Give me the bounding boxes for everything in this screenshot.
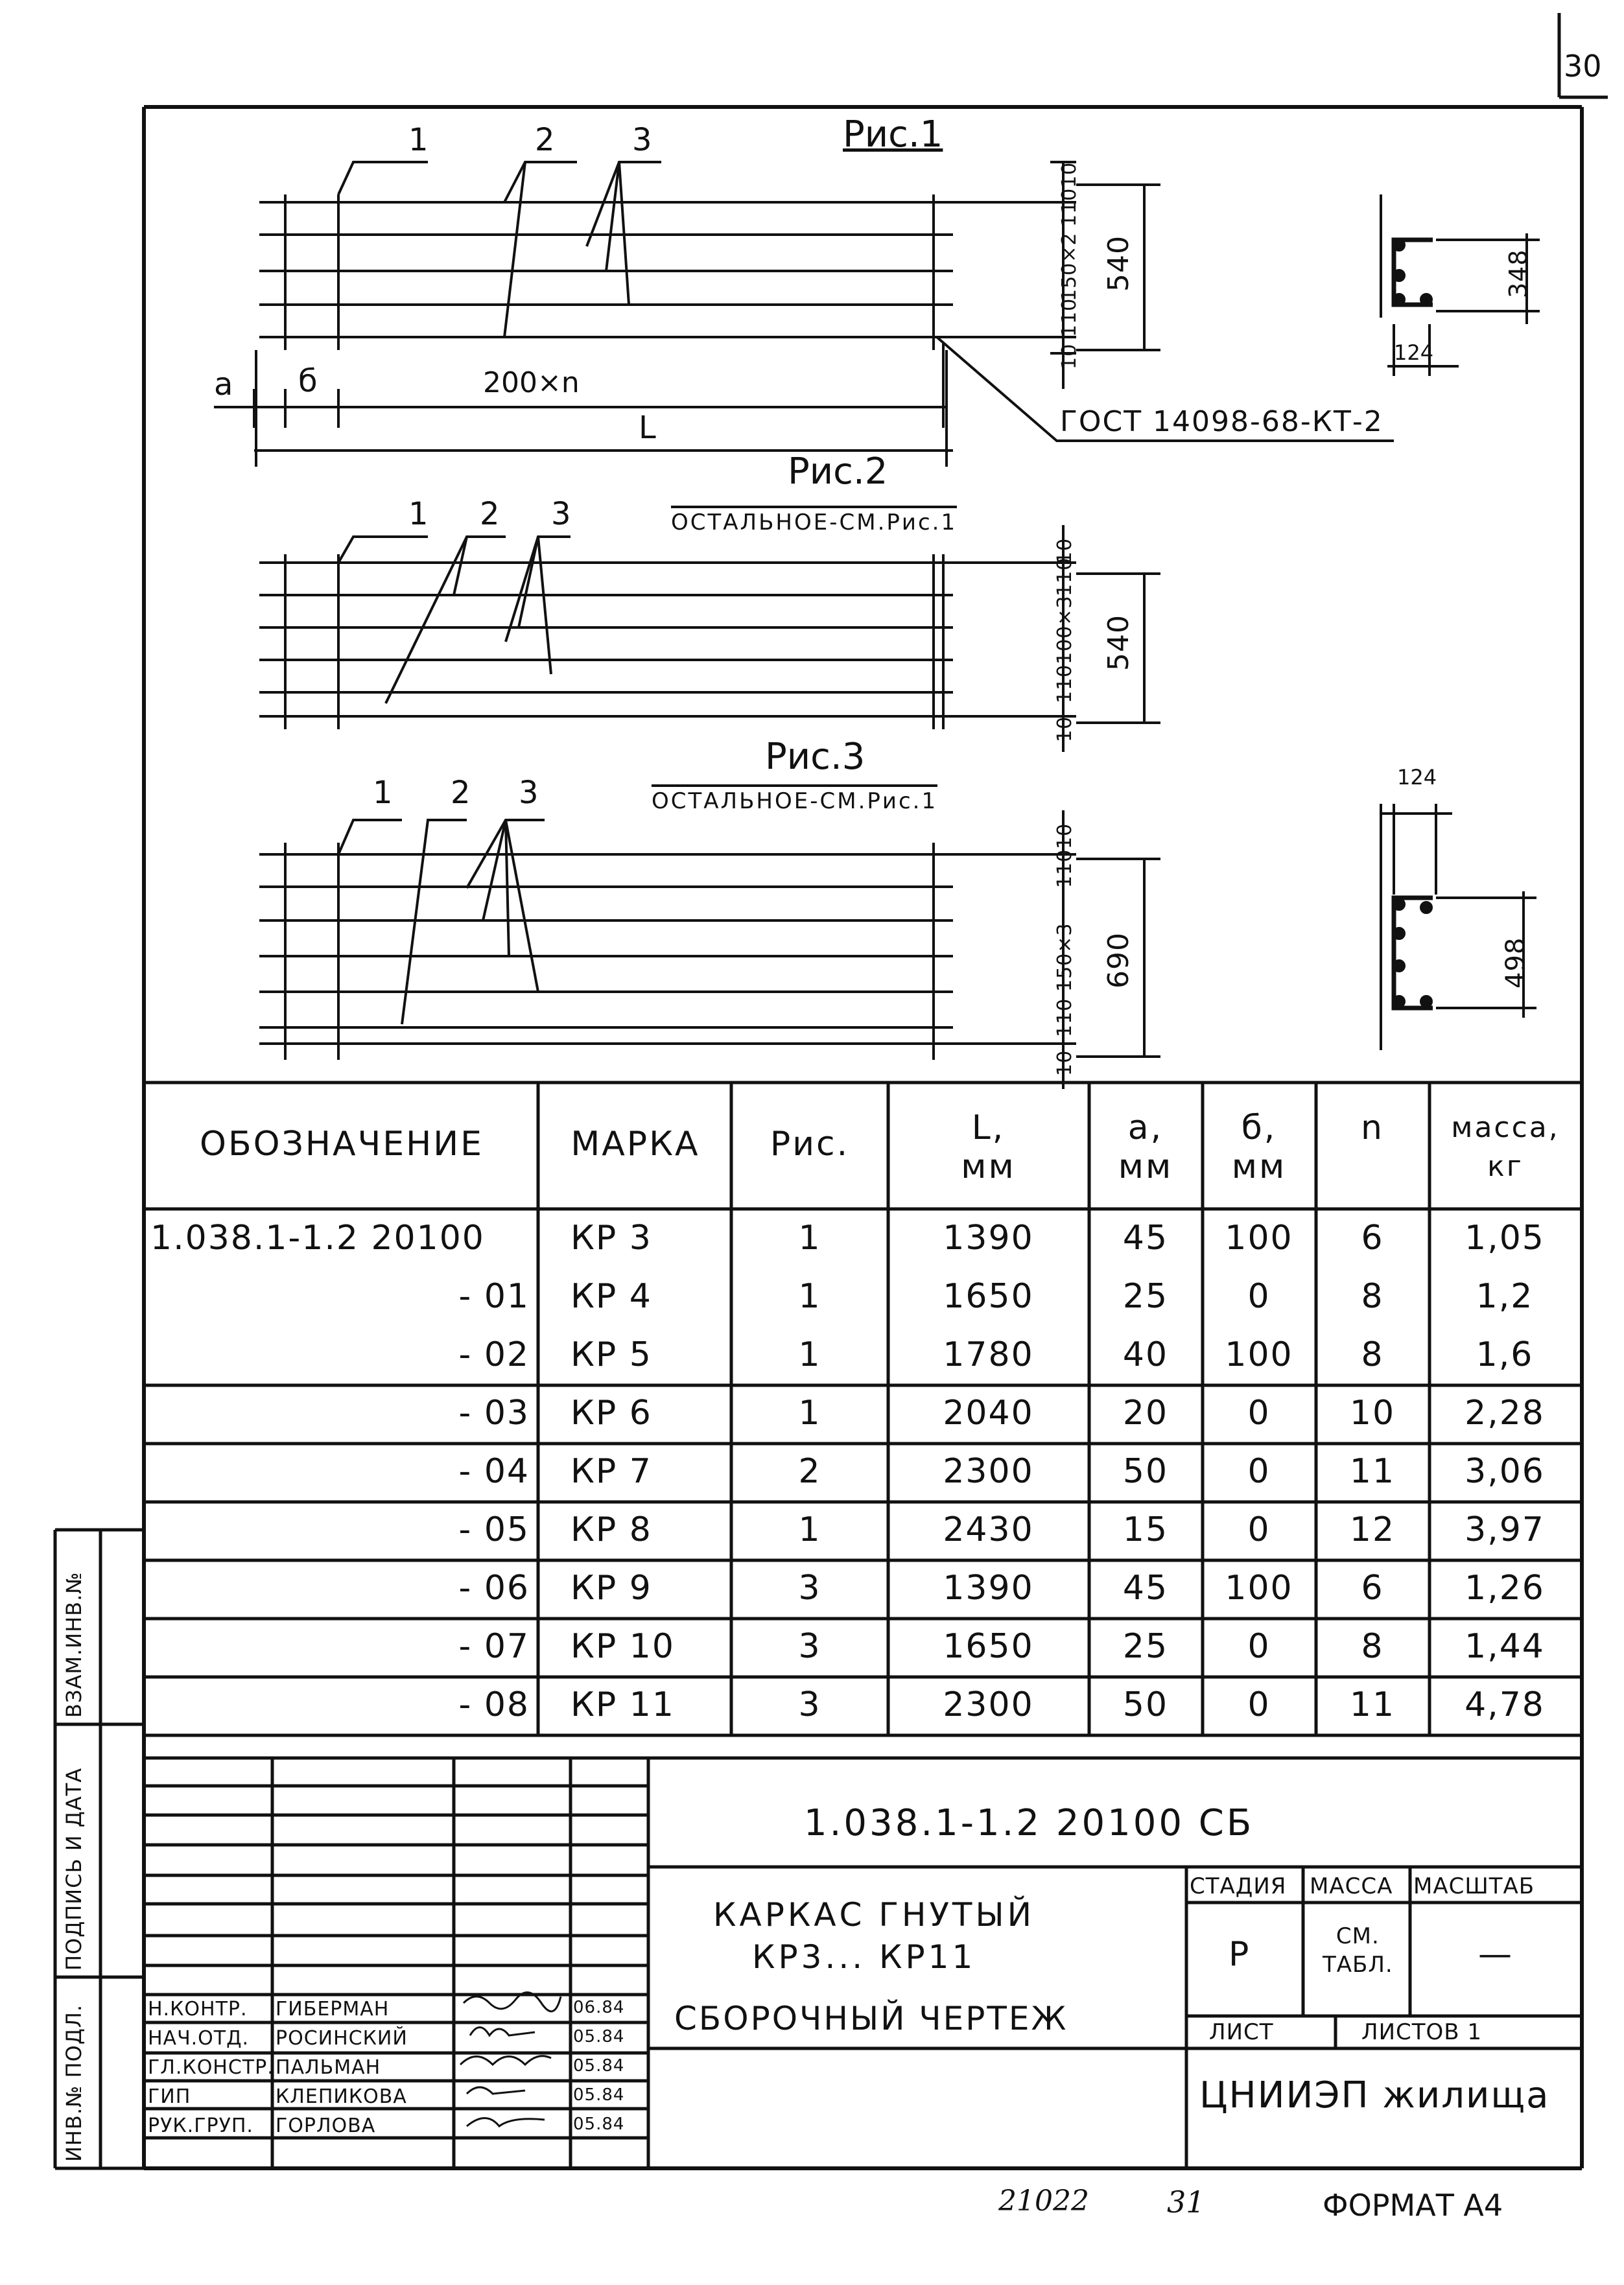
cell-length: 2430 xyxy=(943,1510,1034,1549)
signature-date: 05.84 xyxy=(573,2085,625,2105)
fig1-dim-10-bot: 10 xyxy=(1058,343,1081,369)
fig3-note: ОСТАЛЬНОЕ-СМ.Рис.1 xyxy=(652,784,937,814)
cell-mark: КР 3 xyxy=(571,1219,652,1258)
cell-n: 6 xyxy=(1361,1219,1384,1258)
fig1-dim-150x2: 150×2 xyxy=(1058,232,1081,301)
stage-header: СТАДИЯ xyxy=(1190,1873,1287,1899)
fig2-height: 540 xyxy=(1102,615,1135,671)
side-stamp-replacement: ВЗАМ.ИНВ.№ xyxy=(62,1571,86,1718)
fig2-callout-2: 2 xyxy=(480,496,500,532)
fig2-callout-3: 3 xyxy=(551,496,571,532)
fig3-dim-110-top: 110 xyxy=(1053,849,1076,888)
fig3-callout-2: 2 xyxy=(451,775,471,811)
cell-mark: КР 8 xyxy=(571,1510,652,1549)
cell-designation: - 02 xyxy=(458,1335,530,1374)
fig1-callout-2: 2 xyxy=(535,122,555,158)
signature-name: КЛЕПИКОВА xyxy=(276,2085,407,2108)
fig2-dim-10-bot: 10 xyxy=(1053,716,1076,742)
scale-header: МАСШТАБ xyxy=(1413,1873,1535,1899)
cell-a: 20 xyxy=(1122,1394,1169,1433)
cell-fig: 3 xyxy=(798,1569,821,1608)
signature-date: 05.84 xyxy=(573,2115,625,2134)
fig1-callout-1: 1 xyxy=(408,122,429,158)
fig1-dim-pitch: 200×n xyxy=(483,366,580,399)
fig3-section-height: 498 xyxy=(1501,937,1531,989)
fig3-cage xyxy=(259,810,1160,1089)
table-header-designation: ОБОЗНАЧЕНИЕ xyxy=(200,1125,484,1164)
fig2-dim-110-top: 110 xyxy=(1053,557,1076,596)
cell-b: 0 xyxy=(1247,1685,1271,1724)
doc-name-line3: СБОРОЧНЫЙ ЧЕРТЕЖ xyxy=(674,2000,1068,2037)
fig1-dim-L: L xyxy=(639,410,656,446)
signature-role: НАЧ.ОТД. xyxy=(148,2027,250,2050)
fig3-dim-110-bot: 110 xyxy=(1053,998,1076,1037)
cell-length: 2040 xyxy=(943,1394,1034,1433)
cell-b: 0 xyxy=(1247,1627,1271,1666)
doc-name-line1: КАРКАС ГНУТЫЙ xyxy=(713,1896,1035,1934)
table-header-b: б, мм xyxy=(1231,1108,1287,1186)
table-header-a: a, мм xyxy=(1118,1108,1173,1186)
fig2-cage xyxy=(259,525,1160,752)
cell-n: 6 xyxy=(1361,1569,1384,1608)
cell-fig: 2 xyxy=(798,1452,821,1491)
cell-designation: - 08 xyxy=(458,1685,530,1724)
cell-fig: 3 xyxy=(798,1627,821,1666)
cell-mass: 3,97 xyxy=(1465,1510,1545,1549)
cell-length: 2300 xyxy=(943,1452,1034,1491)
cell-mass: 1,6 xyxy=(1476,1335,1534,1374)
organization: ЦНИИЭП жилища xyxy=(1199,2074,1550,2116)
fig3-dim-10-top: 10 xyxy=(1053,823,1076,849)
signature-name: ПАЛЬМАН xyxy=(276,2056,381,2079)
cell-length: 1390 xyxy=(943,1219,1034,1258)
signature-role: ГЛ.КОНСТР. xyxy=(148,2056,274,2079)
fig3-section xyxy=(1381,804,1536,1050)
table-header-n: n xyxy=(1361,1108,1384,1147)
signature-name: ГОРЛОВА xyxy=(276,2115,376,2137)
cell-n: 8 xyxy=(1361,1627,1384,1666)
cell-n: 11 xyxy=(1349,1452,1396,1491)
fig1-dim-110-bot: 110 xyxy=(1058,298,1081,337)
cell-a: 50 xyxy=(1122,1685,1169,1724)
cell-mark: КР 6 xyxy=(571,1394,652,1433)
cell-mark: КР 11 xyxy=(571,1685,675,1724)
fig3-section-width: 124 xyxy=(1397,765,1437,790)
fig1-section-height: 348 xyxy=(1504,249,1533,298)
cell-mark: КР 5 xyxy=(571,1335,652,1374)
cell-b: 100 xyxy=(1225,1335,1293,1374)
cell-n: 8 xyxy=(1361,1335,1384,1374)
fig1-title: Рис.1 xyxy=(843,113,943,156)
cell-fig: 1 xyxy=(798,1394,821,1433)
side-stamp-signature: ПОДПИСЬ И ДАТА xyxy=(62,1767,86,1971)
fig3-dim-10-bot: 10 xyxy=(1053,1049,1076,1076)
cell-a: 45 xyxy=(1122,1569,1169,1608)
fig1-callout-3: 3 xyxy=(632,122,652,158)
cell-n: 10 xyxy=(1349,1394,1396,1433)
cell-n: 11 xyxy=(1349,1685,1396,1724)
cell-designation: - 03 xyxy=(458,1394,530,1433)
side-stamp-inv: ИНВ.№ ПОДЛ. xyxy=(62,2004,86,2162)
cell-mass: 1,05 xyxy=(1465,1219,1545,1258)
cell-a: 40 xyxy=(1122,1335,1169,1374)
fig3-callout-1: 1 xyxy=(373,775,393,811)
cell-a: 45 xyxy=(1122,1219,1169,1258)
fig1-dim-a: a xyxy=(214,366,233,403)
signature-name: РОСИНСКИЙ xyxy=(276,2027,408,2050)
fig2-title: Рис.2 xyxy=(788,451,888,493)
cell-designation: - 06 xyxy=(458,1569,530,1608)
cell-mass: 1,44 xyxy=(1465,1627,1545,1666)
signature-role: Н.КОНТР. xyxy=(148,1998,248,2021)
cell-a: 15 xyxy=(1122,1510,1169,1549)
format-label: ФОРМАТ А4 xyxy=(1323,2188,1503,2223)
cell-fig: 1 xyxy=(798,1335,821,1374)
page-number: 30 xyxy=(1564,49,1602,84)
fig2-callout-1: 1 xyxy=(408,496,429,532)
cell-b: 100 xyxy=(1225,1219,1293,1258)
mass-header: МАССА xyxy=(1310,1873,1393,1899)
cell-designation: - 05 xyxy=(458,1510,530,1549)
cell-mass: 2,28 xyxy=(1465,1394,1545,1433)
fig3-dim-150x3: 150×3 xyxy=(1053,922,1076,992)
table-header-mark: МАРКА xyxy=(571,1125,700,1164)
cell-fig: 1 xyxy=(798,1510,821,1549)
fig2-dim-110-bot: 110 xyxy=(1053,664,1076,703)
cell-b: 0 xyxy=(1247,1510,1271,1549)
fig1-section-width: 124 xyxy=(1394,340,1434,365)
fig1-dim-b: б xyxy=(298,363,318,399)
cell-length: 1650 xyxy=(943,1277,1034,1316)
cell-designation: - 04 xyxy=(458,1452,530,1491)
cell-b: 0 xyxy=(1247,1277,1271,1316)
doc-code: 1.038.1-1.2 20100 СБ xyxy=(804,1802,1254,1844)
cell-mass: 3,06 xyxy=(1465,1452,1545,1491)
sheets-label: ЛИСТОВ 1 xyxy=(1361,2019,1483,2045)
cell-b: 0 xyxy=(1247,1394,1271,1433)
cell-mark: КР 9 xyxy=(571,1569,652,1608)
fig2-note: ОСТАЛЬНОЕ-СМ.Рис.1 xyxy=(671,506,957,535)
cell-mark: КР 7 xyxy=(571,1452,652,1491)
fig1-height: 540 xyxy=(1102,235,1135,292)
cell-fig: 1 xyxy=(798,1219,821,1258)
scale-value: — xyxy=(1478,1935,1512,1974)
cell-a: 25 xyxy=(1122,1627,1169,1666)
signature-name: ГИБЕРМАН xyxy=(276,1998,390,2021)
cell-mass: 1,2 xyxy=(1476,1277,1534,1316)
fig1-gost-label: ГОСТ 14098-68-КТ-2 xyxy=(1060,405,1383,438)
table-header-fig: Рис. xyxy=(770,1125,850,1164)
cell-designation: - 07 xyxy=(458,1627,530,1666)
fig1-dim-110-top: 110 xyxy=(1058,187,1081,227)
cell-length: 1650 xyxy=(943,1627,1034,1666)
cell-b: 100 xyxy=(1225,1569,1293,1608)
cell-length: 2300 xyxy=(943,1685,1034,1724)
cell-mass: 1,26 xyxy=(1465,1569,1545,1608)
sheet-label: ЛИСТ xyxy=(1209,2019,1274,2045)
stage-value: Р xyxy=(1229,1935,1250,1974)
mass-value: СМ. ТАБЛ. xyxy=(1323,1923,1393,1978)
cell-mass: 4,78 xyxy=(1465,1685,1545,1724)
archive-number: 21022 xyxy=(998,2185,1089,2218)
fig2-dim-10-top: 10 xyxy=(1053,537,1076,564)
fig2-dim-100x3: 100×3 xyxy=(1053,595,1076,664)
table-header-mass: масса, кг xyxy=(1451,1111,1560,1183)
cell-a: 25 xyxy=(1122,1277,1169,1316)
cell-mark: КР 4 xyxy=(571,1277,652,1316)
signature-role: ГИП xyxy=(148,2085,191,2108)
cell-designation: - 01 xyxy=(458,1277,530,1316)
cell-b: 0 xyxy=(1247,1452,1271,1491)
fig1-dim-10-top: 10 xyxy=(1058,161,1081,188)
cell-length: 1780 xyxy=(943,1335,1034,1374)
signature-role: РУК.ГРУП. xyxy=(148,2115,253,2137)
fig3-callout-3: 3 xyxy=(519,775,539,811)
cell-length: 1390 xyxy=(943,1569,1034,1608)
doc-name-line2: КР3... КР11 xyxy=(752,1938,976,1976)
cell-n: 8 xyxy=(1361,1277,1384,1316)
fig3-title: Рис.3 xyxy=(765,736,865,778)
fig3-height: 690 xyxy=(1102,932,1135,989)
table-header-L: L, мм xyxy=(961,1108,1016,1186)
cell-designation: 1.038.1-1.2 20100 xyxy=(150,1219,485,1258)
cell-a: 50 xyxy=(1122,1452,1169,1491)
signature-date: 05.84 xyxy=(573,2056,625,2076)
signature-date: 05.84 xyxy=(573,2027,625,2046)
cell-n: 12 xyxy=(1349,1510,1396,1549)
cell-mark: КР 10 xyxy=(571,1627,675,1666)
signature-date: 06.84 xyxy=(573,1998,625,2017)
cell-fig: 3 xyxy=(798,1685,821,1724)
page-footer-number: 31 xyxy=(1167,2185,1205,2220)
signature-scribbles xyxy=(460,1993,561,2126)
cell-fig: 1 xyxy=(798,1277,821,1316)
